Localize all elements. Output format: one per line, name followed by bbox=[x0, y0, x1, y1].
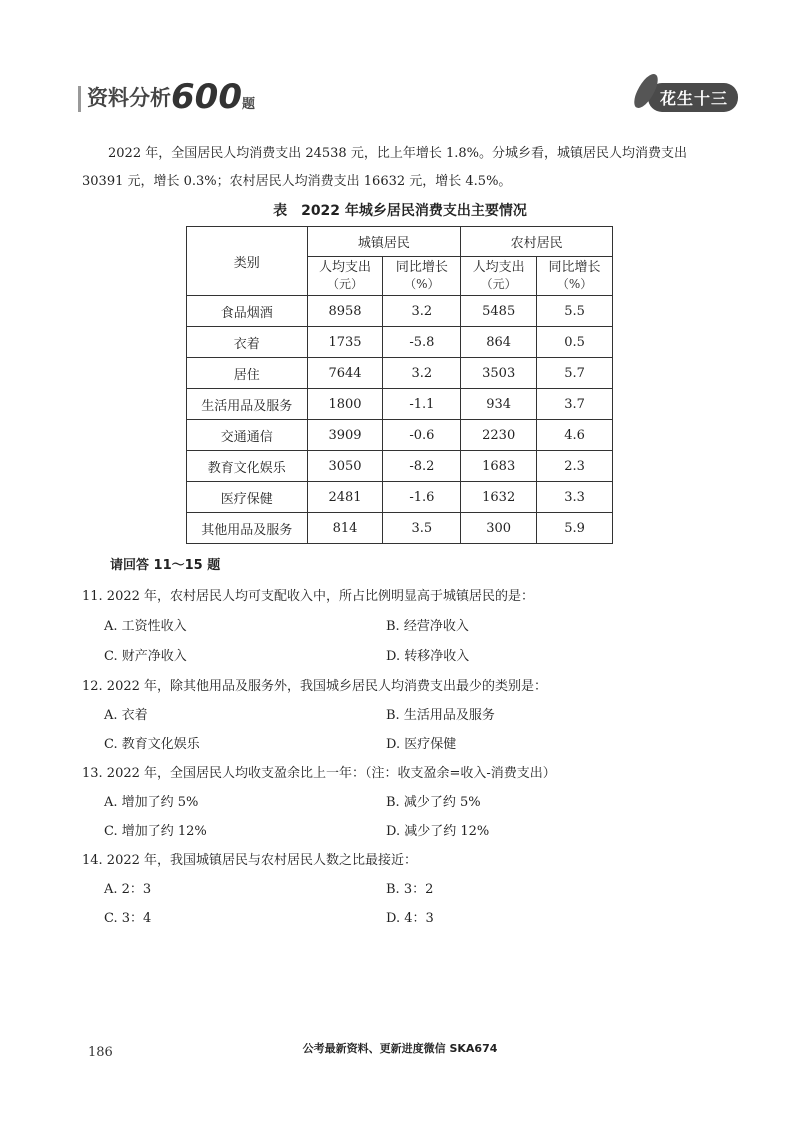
cell-rural-spend: 3503 bbox=[461, 358, 537, 389]
cell-category: 食品烟酒 bbox=[187, 296, 308, 327]
question-14-option-b: B. 3：2 bbox=[386, 882, 434, 897]
cell-urban-growth: -0.6 bbox=[383, 420, 461, 451]
question-12-option-c: C. 教育文化娱乐 bbox=[104, 737, 200, 752]
page-header bbox=[78, 78, 738, 122]
rural-growth-header: 同比增长 （%） bbox=[537, 257, 613, 296]
question-12-option-a: A. 衣着 bbox=[104, 708, 148, 723]
category-header: 类别 bbox=[187, 227, 308, 296]
question-stem-13: 13. 2022 年，全国居民人均收支盈余比上一年：（注：收支盈余=收入-消费支出） bbox=[82, 766, 556, 781]
cell-urban-spend: 814 bbox=[307, 513, 383, 544]
cell-rural-spend: 5485 bbox=[461, 296, 537, 327]
table-row bbox=[187, 482, 613, 513]
cell-category: 交通通信 bbox=[187, 420, 308, 451]
table-row bbox=[187, 513, 613, 544]
table-row bbox=[187, 358, 613, 389]
cell-rural-spend: 2230 bbox=[461, 420, 537, 451]
cell-urban-growth: -1.1 bbox=[383, 389, 461, 420]
cell-category: 教育文化娱乐 bbox=[187, 451, 308, 482]
cell-rural-spend: 934 bbox=[461, 389, 537, 420]
cell-rural-growth: 5.7 bbox=[537, 358, 613, 389]
cell-urban-growth: -8.2 bbox=[383, 451, 461, 482]
consumption-table bbox=[186, 226, 613, 544]
question-12-option-d: D. 医疗保健 bbox=[386, 737, 457, 752]
question-14-option-a: A. 2：3 bbox=[104, 882, 152, 897]
cell-rural-growth: 5.9 bbox=[537, 513, 613, 544]
cell-urban-growth: 3.5 bbox=[383, 513, 461, 544]
question-11-option-b: B. 经营净收入 bbox=[386, 619, 469, 634]
table-row bbox=[187, 296, 613, 327]
cell-urban-spend: 3050 bbox=[307, 451, 383, 482]
cell-urban-spend: 1735 bbox=[307, 327, 383, 358]
question-11-option-d: D. 转移净收入 bbox=[386, 649, 470, 664]
intro-paragraph: 2022 年，全国居民人均消费支出 24538 元，比上年增长 1.8%。分城乡看，城镇居民人均消费支出 30391 元，增长 0.3%；农村居民人均消费支出 16632 元，增长 4.5%。 bbox=[82, 146, 687, 189]
cell-rural-growth: 3.7 bbox=[537, 389, 613, 420]
questions-title: 请回答 11～15 题 bbox=[110, 558, 221, 573]
table-row bbox=[187, 389, 613, 420]
cell-category: 生活用品及服务 bbox=[187, 389, 308, 420]
cell-urban-growth: 3.2 bbox=[383, 296, 461, 327]
header-bar bbox=[78, 86, 81, 112]
cell-urban-spend: 3909 bbox=[307, 420, 383, 451]
cell-urban-spend: 1800 bbox=[307, 389, 383, 420]
question-stem-14: 14. 2022 年，我国城镇居民与农村居民人数之比最接近： bbox=[82, 853, 418, 868]
rural-spend-header: 人均支出 （元） bbox=[461, 257, 537, 296]
question-stem-12: 12. 2022 年，除其他用品及服务外，我国城乡居民人均消费支出最少的类别是： bbox=[82, 679, 548, 694]
question-stem-11: 11. 2022 年，农村居民人均可支配收入中，所占比例明显高于城镇居民的是： bbox=[82, 589, 535, 604]
cell-urban-growth: 3.2 bbox=[383, 358, 461, 389]
table-row bbox=[187, 420, 613, 451]
brand-logo bbox=[638, 82, 738, 112]
book-title-number: 600 bbox=[171, 77, 242, 117]
cell-urban-spend: 8958 bbox=[307, 296, 383, 327]
cell-rural-growth: 3.3 bbox=[537, 482, 613, 513]
table-caption: 表 2022 年城乡居民消费支出主要情况 bbox=[273, 203, 527, 219]
cell-category: 医疗保健 bbox=[187, 482, 308, 513]
cell-category: 其他用品及服务 bbox=[187, 513, 308, 544]
cell-rural-spend: 864 bbox=[461, 327, 537, 358]
rural-header: 农村居民 bbox=[461, 227, 613, 257]
urban-spend-header: 人均支出 （元） bbox=[307, 257, 383, 296]
book-title-text: 资料分析 bbox=[87, 86, 171, 110]
table-row bbox=[187, 327, 613, 358]
cell-rural-spend: 1683 bbox=[461, 451, 537, 482]
question-12-option-b: B. 生活用品及服务 bbox=[386, 708, 495, 723]
urban-growth-header: 同比增长 （%） bbox=[383, 257, 461, 296]
question-14-option-d: D. 4：3 bbox=[386, 911, 434, 926]
brand-text: 花生十三 bbox=[648, 83, 738, 112]
cell-rural-growth: 0.5 bbox=[537, 327, 613, 358]
question-13-option-b: B. 减少了约 5% bbox=[386, 795, 481, 810]
cell-urban-spend: 7644 bbox=[307, 358, 383, 389]
cell-urban-spend: 2481 bbox=[307, 482, 383, 513]
cell-rural-spend: 1632 bbox=[461, 482, 537, 513]
book-title bbox=[78, 77, 255, 117]
question-14-option-c: C. 3：4 bbox=[104, 911, 152, 926]
cell-rural-growth: 4.6 bbox=[537, 420, 613, 451]
book-title-suffix: 题 bbox=[241, 97, 255, 112]
cell-urban-growth: -1.6 bbox=[383, 482, 461, 513]
table-row bbox=[187, 451, 613, 482]
footer-note: 公考最新资料、更新进度微信 SKA674 bbox=[302, 1042, 498, 1055]
question-13-option-c: C. 增加了约 12% bbox=[104, 824, 207, 839]
question-13-option-a: A. 增加了约 5% bbox=[104, 795, 199, 810]
cell-rural-spend: 300 bbox=[461, 513, 537, 544]
question-11-option-a: A. 工资性收入 bbox=[104, 619, 187, 634]
cell-category: 居住 bbox=[187, 358, 308, 389]
cell-category: 衣着 bbox=[187, 327, 308, 358]
question-11-option-c: C. 财产净收入 bbox=[104, 649, 187, 664]
cell-rural-growth: 5.5 bbox=[537, 296, 613, 327]
cell-rural-growth: 2.3 bbox=[537, 451, 613, 482]
urban-header: 城镇居民 bbox=[307, 227, 461, 257]
question-13-option-d: D. 减少了约 12% bbox=[386, 824, 490, 839]
page-number: 186 bbox=[88, 1045, 113, 1060]
cell-urban-growth: -5.8 bbox=[383, 327, 461, 358]
